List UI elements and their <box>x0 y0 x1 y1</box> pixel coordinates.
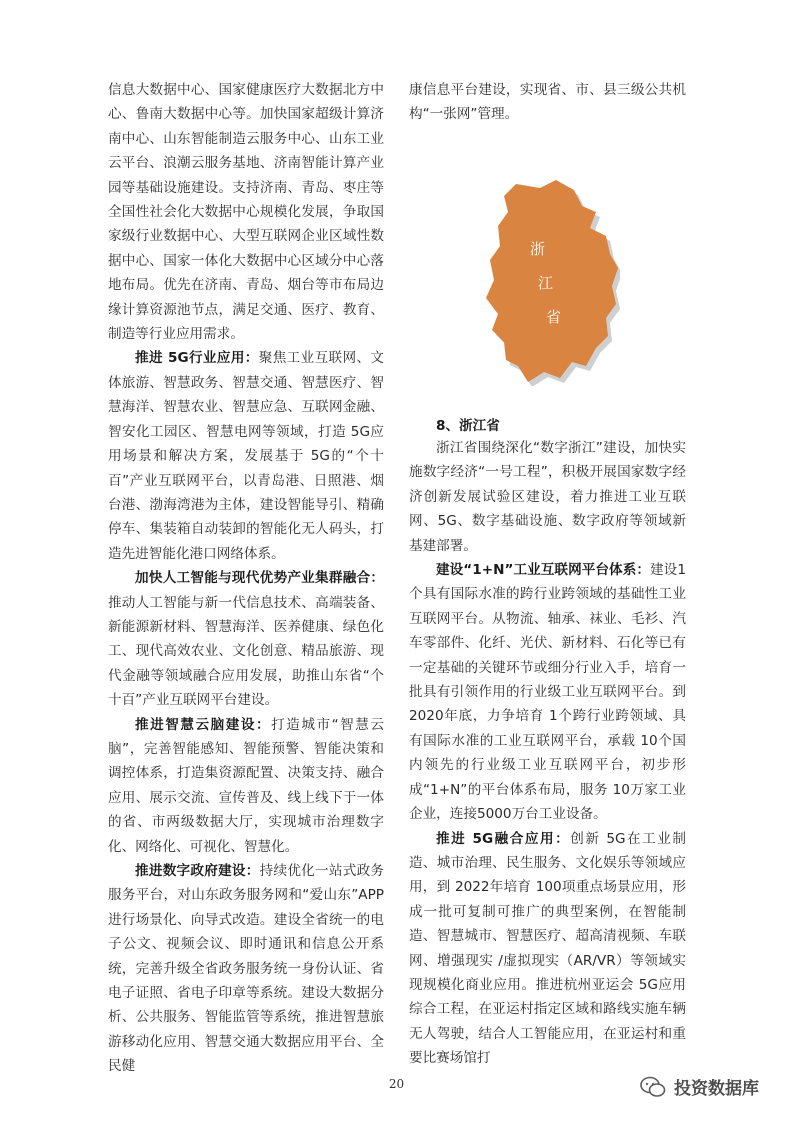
right-column-top <box>409 78 686 138</box>
zhejiang-map <box>478 176 620 386</box>
paragraph-5g-industry <box>108 346 384 566</box>
map-label-2: 江 <box>538 274 554 292</box>
heading-smart-brain: 推进智慧云脑建设： <box>135 716 272 733</box>
paragraph-ai-fusion <box>108 566 384 712</box>
right-column-body <box>409 436 686 1071</box>
body-smart-brain: 打造城市“智慧云脑”，完善智能感知、智能预警、智能决策和调控体系，打造集资源配置、决策支持、融合应用、展示交流、宣传普及、线上线下于一体的省、市两级数据大厅，实现城市治理数字化、网络化、可视化、智慧化。 <box>108 716 385 855</box>
map-label-1: 浙 <box>530 240 546 258</box>
heading-1n-platform: 建设“1+N”工业互联网平台体系： <box>436 562 651 579</box>
body-5g-fusion: 创新 5G在工业制造、城市治理、民生服务、文化娱乐等领域应用，到 2022年培育 100项重点场景应用，形成一批可复制可推广的典型案例，在智能制造、智慧城市、智慧医疗、超高清视频、车联网、增强现实 /虚拟现实（AR/VR）等领域实现规模化商业应用。推进杭州亚运会 5G应用综合工程，在亚运村指定区域和路线实施车辆无人驾驶，结合人工智能应用，在亚运村和重要比赛场馆打 <box>409 830 686 1067</box>
section-title: 8、浙江省 <box>436 418 500 434</box>
heading-5g-industry: 推进 5G行业应用： <box>135 350 259 367</box>
paragraph-datacenter: 信息大数据中心、国家健康医疗大数据北方中心、鲁南大数据中心等。加快国家超级计算济南中心、山东智能制造云服务中心、山东工业云平台、浪潮云服务基地、济南智能计算产业园等基础设施建设。支持济南、青岛、枣庄等全国性社会化大数据中心规模化发展，争取国家级行业数据中心、大型互联网企业区域性数据中心、国家一体化大数据中心区域分中心落地布局。优先在济南、青岛、烟台等市布局边缘计算资源池节点，满足交通、医疗、教育、制造等行业应用需求。 <box>108 82 384 343</box>
left-column <box>108 78 384 1079</box>
watermark <box>640 1074 759 1099</box>
body-digital-gov: 持续优化一站式政务服务平台，对山东政务服务网和“爱山东”APP进行场景化、向导式改造。建设全省统一的电子公文、视频会议、即时通讯和信息公开系统，完善升级全省政务服务统一身份认证、省电子证照、省电子印章等系统。建设大数据分析、公共服务、智能监管等系统，推进智慧旅游移动化应用、智慧交通大数据应用平台、全民健 <box>108 863 385 1075</box>
paragraph-continued: 康信息平台建设，实现省、市、县三级公共机构“一张网”管理。 <box>409 82 686 123</box>
map-label-3: 省 <box>546 308 562 326</box>
body-5g-industry: 聚焦工业互联网、文体旅游、智慧政务、智慧交通、智慧医疗、智慧海洋、智慧农业、智慧应急、互联网金融、智安化工园区、智慧电网等领域，打造 5G应用场景和解决方案，发展基于 5G的“个十百”产业互联网平台，以青岛港、日照港、烟台港、渤海湾港为主体，建设智能导引、精确停车、集装箱自动装卸的智能化无人码头，打造先进智能化港口网络体系。 <box>108 350 384 562</box>
paragraph-smart-brain <box>108 713 384 859</box>
body-1n-platform: 建设1个具有国际水准的跨行业跨领域的基础性工业互联网平台。从物流、轴承、袜业、毛衫、汽车零部件、化纤、光伏、新材料、石化等已有一定基础的关键环节或细分行业入手，培育一批具有引领作用的行业级工业互联网平台。到2020年底，力争培育 1个跨行业跨领域、具有国际水准的工业互联网平台，承载 10个国内领先的行业级工业互联网平台，初步形成“1+N”的平台体系布局，服务 10万家工业企业，连接5000万台工业设备。 <box>409 562 686 823</box>
wechat-icon <box>640 1076 666 1098</box>
heading-5g-fusion: 推进 5G融合应用： <box>436 830 571 847</box>
page-number: 20 <box>388 1077 405 1091</box>
paragraph-digital-gov <box>108 859 384 1079</box>
body-ai-fusion: 推动人工智能与新一代信息技术、高端装备、新能源新材料、智慧海洋、医养健康、绿色化工、现代高效农业、文化创意、精品旅游、现代金融等领域融合应用发展，助推山东省“个十百”产业互联网平台建设。 <box>108 594 384 709</box>
paragraph-1n-platform <box>409 558 686 826</box>
heading-digital-gov: 推进数字政府建设： <box>135 863 260 879</box>
paragraph-5g-fusion <box>409 827 686 1071</box>
heading-ai-fusion: 加快人工智能与现代优势产业集群融合： <box>135 570 384 587</box>
paragraph-zhejiang-intro: 浙江省围绕深化“数字浙江”建设，加快实施数字经济“一号工程”，积极开展国家数字经济创新发展试验区建设，着力推进工业互联网、5G、数字基础设施、数字政府等领域新基建部署。 <box>409 440 686 554</box>
watermark-text: 投资数据库 <box>674 1079 759 1099</box>
